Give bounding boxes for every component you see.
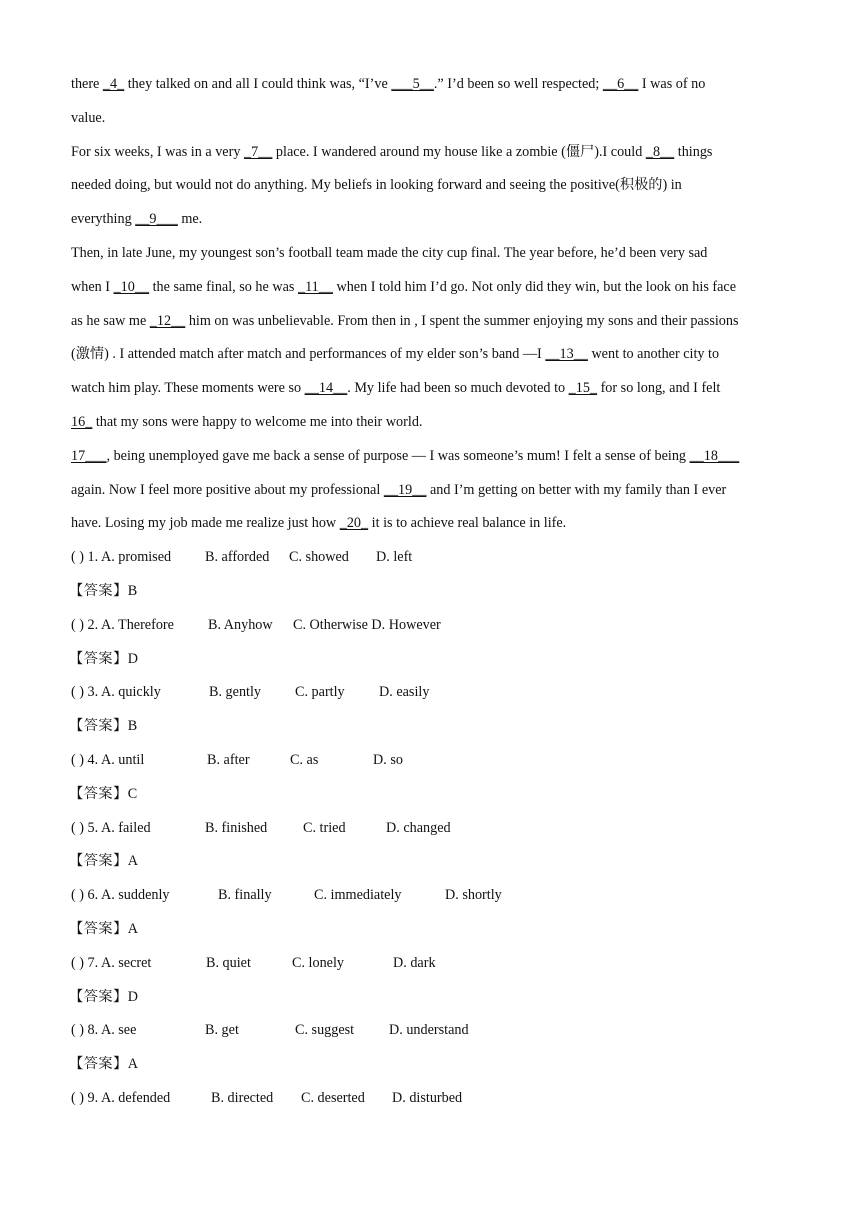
passage-text: again. Now I feel more positive about my professional	[71, 481, 384, 498]
answer-label: 【答案】C	[69, 785, 138, 802]
question-stem: ( ) 1. A. promised	[71, 549, 172, 566]
question-stem: ( ) 6. A. suddenly	[71, 887, 170, 904]
passage-line	[71, 507, 791, 541]
option-choice: B. after	[207, 751, 250, 768]
question-row	[71, 609, 791, 643]
passage-line	[71, 68, 791, 102]
option-choice: C. tried	[303, 819, 346, 836]
answer-blank: _4_	[102, 76, 125, 92]
question-stem: ( ) 9. A. defended	[71, 1089, 171, 1106]
answer-blank: 16_	[71, 413, 93, 430]
passage-text: they talked on and all I could think was, “I’ve	[124, 76, 392, 92]
option-choice: D. shortly	[445, 887, 502, 904]
question-row	[71, 676, 791, 710]
answer-label: 【答案】A	[69, 920, 139, 937]
answer-label: 【答案】B	[69, 718, 138, 735]
passage-text: needed doing, but would not do anything. My beliefs in looking forward and seeing the positive(积极的) in	[71, 177, 682, 194]
passage-text: when I	[71, 278, 114, 295]
question-row	[71, 1082, 791, 1116]
passage-text: I was of no	[638, 76, 706, 92]
answer-blank: __6__	[602, 76, 639, 92]
option-choice: B. directed	[211, 1089, 274, 1106]
passage-text: the same final, so he was	[149, 278, 298, 295]
passage-line	[71, 271, 791, 305]
answer-blank: _8__	[645, 143, 675, 160]
option-choice: C. showed	[289, 549, 349, 566]
question-row	[71, 879, 791, 913]
passage-text: went to another city to	[587, 346, 720, 363]
passage-text: value.	[71, 109, 106, 126]
option-choice: D. changed	[386, 819, 451, 836]
option-choice: C. Otherwise D. However	[293, 616, 441, 633]
question-row	[71, 744, 791, 778]
passage-text: him on was unbelievable. From then in , I spent the summer enjoying my sons and their passions	[185, 312, 739, 329]
passage-line	[71, 136, 791, 170]
passage-text: things	[674, 143, 713, 160]
answer-label: 【答案】A	[69, 853, 139, 870]
passage-text: Then, in late June, my youngest son’s football team made the city cup final. The year before, he’d been very sad	[71, 244, 708, 261]
passage-text: for so long, and I felt	[597, 380, 721, 397]
passage-line	[71, 406, 791, 440]
question-row	[71, 947, 791, 981]
answer-blank: __18___	[689, 447, 740, 464]
answer-blank: ___5__	[391, 76, 434, 92]
option-choice: C. suggest	[295, 1022, 355, 1039]
passage-text: , being unemployed gave me back a sense of purpose — I was someone’s mum! I felt a sense of being	[106, 447, 690, 464]
passage-text: (激情) . I attended match after match and performances of my elder son’s band —I	[71, 346, 546, 363]
passage-line	[71, 237, 791, 271]
question-row	[71, 541, 791, 575]
passage-text: . My life had been so much devoted to	[347, 380, 569, 397]
answer-label: 【答案】D	[69, 650, 139, 667]
answer-blank: __19__	[383, 481, 427, 498]
passage	[71, 68, 791, 541]
passage-line	[71, 440, 791, 474]
question-stem: ( ) 7. A. secret	[71, 954, 152, 971]
option-choice: B. get	[205, 1022, 239, 1039]
answer-blank: _12__	[149, 312, 186, 329]
answer-label: 【答案】D	[69, 988, 139, 1005]
option-choice: B. Anyhow	[208, 616, 273, 633]
question-stem: ( ) 8. A. see	[71, 1022, 137, 1039]
passage-text: place. I wandered around my house like a zombie (僵尸).I could	[272, 143, 646, 160]
answer-blank: __13__	[545, 346, 588, 363]
option-choice: D. so	[373, 751, 403, 768]
option-choice: C. deserted	[301, 1089, 365, 1106]
passage-text: everything	[71, 211, 136, 228]
passage-text: that my sons were happy to welcome me into their world.	[92, 413, 423, 430]
answer-label: 【答案】B	[69, 582, 138, 599]
passage-text: .” I’d been so well respected;	[433, 76, 603, 92]
answer-blank: __14__	[304, 380, 348, 397]
passage-line	[71, 305, 791, 339]
answer-label: 【答案】A	[69, 1056, 139, 1073]
question-stem: ( ) 3. A. quickly	[71, 684, 161, 701]
option-choice: C. lonely	[292, 954, 345, 971]
question-stem: ( ) 5. A. failed	[71, 819, 151, 836]
answer-blank: _11__	[297, 278, 333, 295]
option-choice: B. afforded	[205, 549, 270, 566]
passage-line	[71, 474, 791, 508]
passage-text: have. Losing my job made me realize just how	[71, 515, 340, 532]
answer-blank: _15_	[568, 380, 598, 397]
passage-line	[71, 169, 791, 203]
option-choice: B. gently	[209, 684, 262, 701]
passage-line	[71, 338, 791, 372]
option-choice: B. quiet	[206, 954, 251, 971]
passage-text: For six weeks, I was in a very	[71, 143, 244, 160]
question-list	[71, 541, 791, 1116]
passage-text: it is to achieve real balance in life.	[368, 515, 567, 532]
document-page	[71, 68, 791, 1116]
question-row	[71, 812, 791, 846]
passage-text: there	[71, 76, 103, 92]
option-choice: D. disturbed	[392, 1089, 463, 1106]
option-choice: D. easily	[379, 684, 430, 701]
question-stem: ( ) 4. A. until	[71, 751, 145, 768]
passage-text: as he saw me	[71, 312, 150, 329]
answer-blank: _10__	[113, 278, 150, 295]
answer-blank: __9___	[135, 211, 178, 228]
option-choice: C. immediately	[314, 887, 402, 904]
option-choice: B. finished	[205, 819, 268, 836]
passage-line	[71, 102, 791, 136]
answer-blank: _7__	[243, 143, 273, 160]
passage-text: when I told him I’d go. Not only did they win, but the look on his face	[332, 278, 737, 295]
option-choice: C. partly	[295, 684, 345, 701]
passage-text: watch him play. These moments were so	[71, 380, 305, 397]
passage-text: me.	[177, 211, 203, 228]
passage-text: and I’m getting on better with my family than I ever	[426, 481, 727, 498]
passage-line	[71, 372, 791, 406]
passage-line	[71, 203, 791, 237]
option-choice: B. finally	[218, 887, 272, 904]
option-choice: D. understand	[389, 1022, 469, 1039]
answer-blank: 17___	[71, 447, 107, 464]
answer-blank: _20_	[339, 515, 369, 532]
question-row	[71, 1014, 791, 1048]
option-choice: D. left	[376, 549, 413, 566]
question-stem: ( ) 2. A. Therefore	[71, 616, 174, 633]
option-choice: D. dark	[393, 954, 436, 971]
option-choice: C. as	[290, 751, 319, 768]
